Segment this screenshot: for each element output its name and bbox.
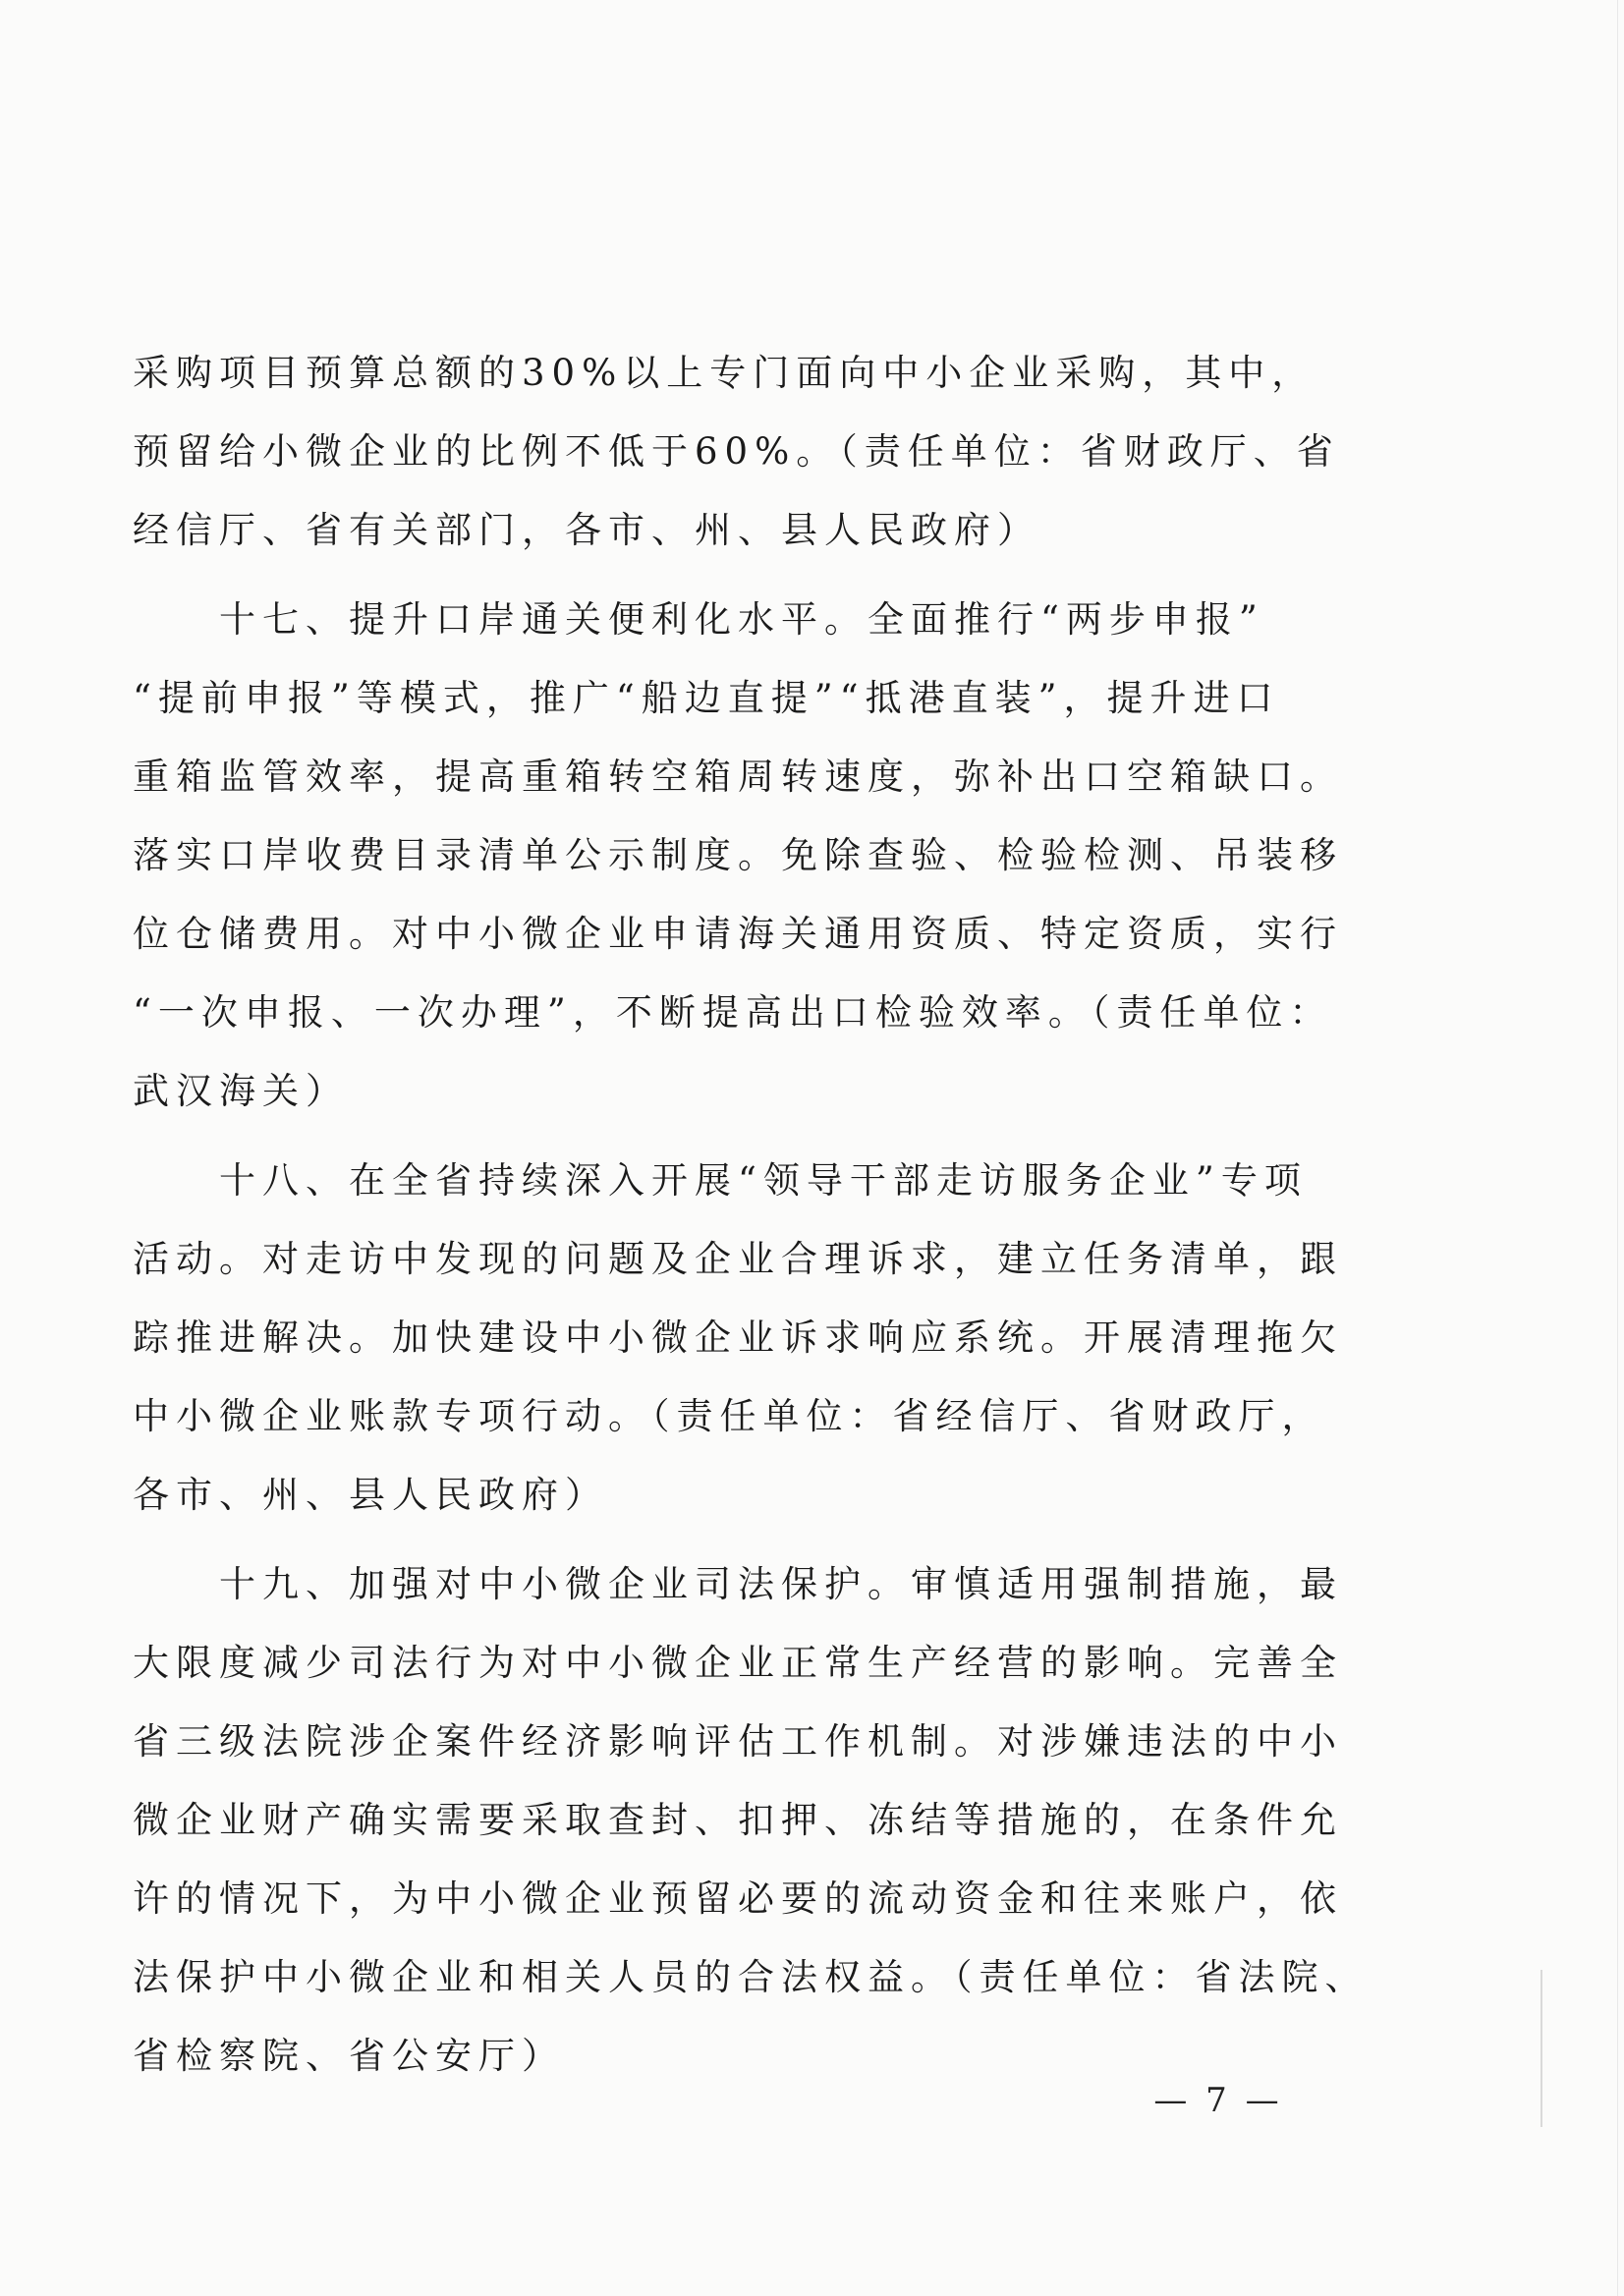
text-line: 大限度减少司法行为对中小微企业正常生产经营的影响。完善全: [133, 1642, 1343, 1684]
paragraph-18-visit-enterprises: [133, 1142, 1429, 1535]
scan-edge-line: [1617, 0, 1618, 2296]
text-line: 武汉海关）: [133, 1070, 349, 1112]
text-line: 微企业财产确实需要采取查封、扣押、冻结等措施的，在条件允: [133, 1799, 1343, 1841]
text-line: “一次申报、一次办理”，不断提高出口检验效率。（责任单位：: [133, 991, 1333, 1034]
body-text: [133, 334, 1429, 2096]
paragraph-19-judicial-protection: [133, 1545, 1429, 2096]
text-line: 省三级法院涉企案件经济影响评估工作机制。对涉嫌违法的中小: [133, 1720, 1343, 1763]
text-line: 活动。对走访中发现的问题及企业合理诉求，建立任务清单，跟: [133, 1238, 1343, 1280]
text-line: 经信厅、省有关部门，各市、州、县人民政府）: [133, 509, 1040, 551]
text-line: 省检察院、省公安厅）: [133, 2035, 565, 2077]
text-line: 许的情况下，为中小微企业预留必要的流动资金和往来账户，依: [133, 1877, 1343, 1920]
text-line: 落实口岸收费目录清单公示制度。免除查验、检验检测、吊装移: [133, 834, 1343, 876]
text-line: “提前申报”等模式，推广“船边直提”“抵港直装”，提升进口: [133, 677, 1280, 719]
page-number: — 7 —: [1153, 2081, 1283, 2120]
text-line: 踪推进解决。加快建设中小微企业诉求响应系统。开展清理拖欠: [133, 1316, 1343, 1359]
text-line: 位仓储费用。对中小微企业申请海关通用资质、特定资质，实行: [133, 913, 1343, 955]
paragraph-procurement: [133, 334, 1429, 570]
text-line: 十七、提升口岸通关便利化水平。全面推行“两步申报”: [133, 598, 1264, 641]
text-line: 十八、在全省持续深入开展“领导干部走访服务企业”专项: [133, 1159, 1308, 1202]
text-line: 各市、州、县人民政府）: [133, 1474, 608, 1516]
scan-mark: [1540, 1970, 1542, 2127]
text-line: 重箱监管效率，提高重箱转空箱周转速度，弥补出口空箱缺口。: [133, 756, 1343, 798]
paragraph-17-port-clearance: [133, 581, 1429, 1131]
text-line: 十九、加强对中小微企业司法保护。审慎适用强制措施，最: [133, 1563, 1343, 1605]
text-line: 法保护中小微企业和相关人员的合法权益。（责任单位：省法院、: [133, 1956, 1369, 1998]
text-line: 预留给小微企业的比例不低于60%。（责任单位：省财政厅、省: [133, 430, 1340, 473]
text-line: 采购项目预算总额的30%以上专门面向中小企业采购，其中，: [133, 352, 1316, 394]
text-line: 中小微企业账款专项行动。（责任单位：省经信厅、省财政厅，: [133, 1395, 1325, 1437]
